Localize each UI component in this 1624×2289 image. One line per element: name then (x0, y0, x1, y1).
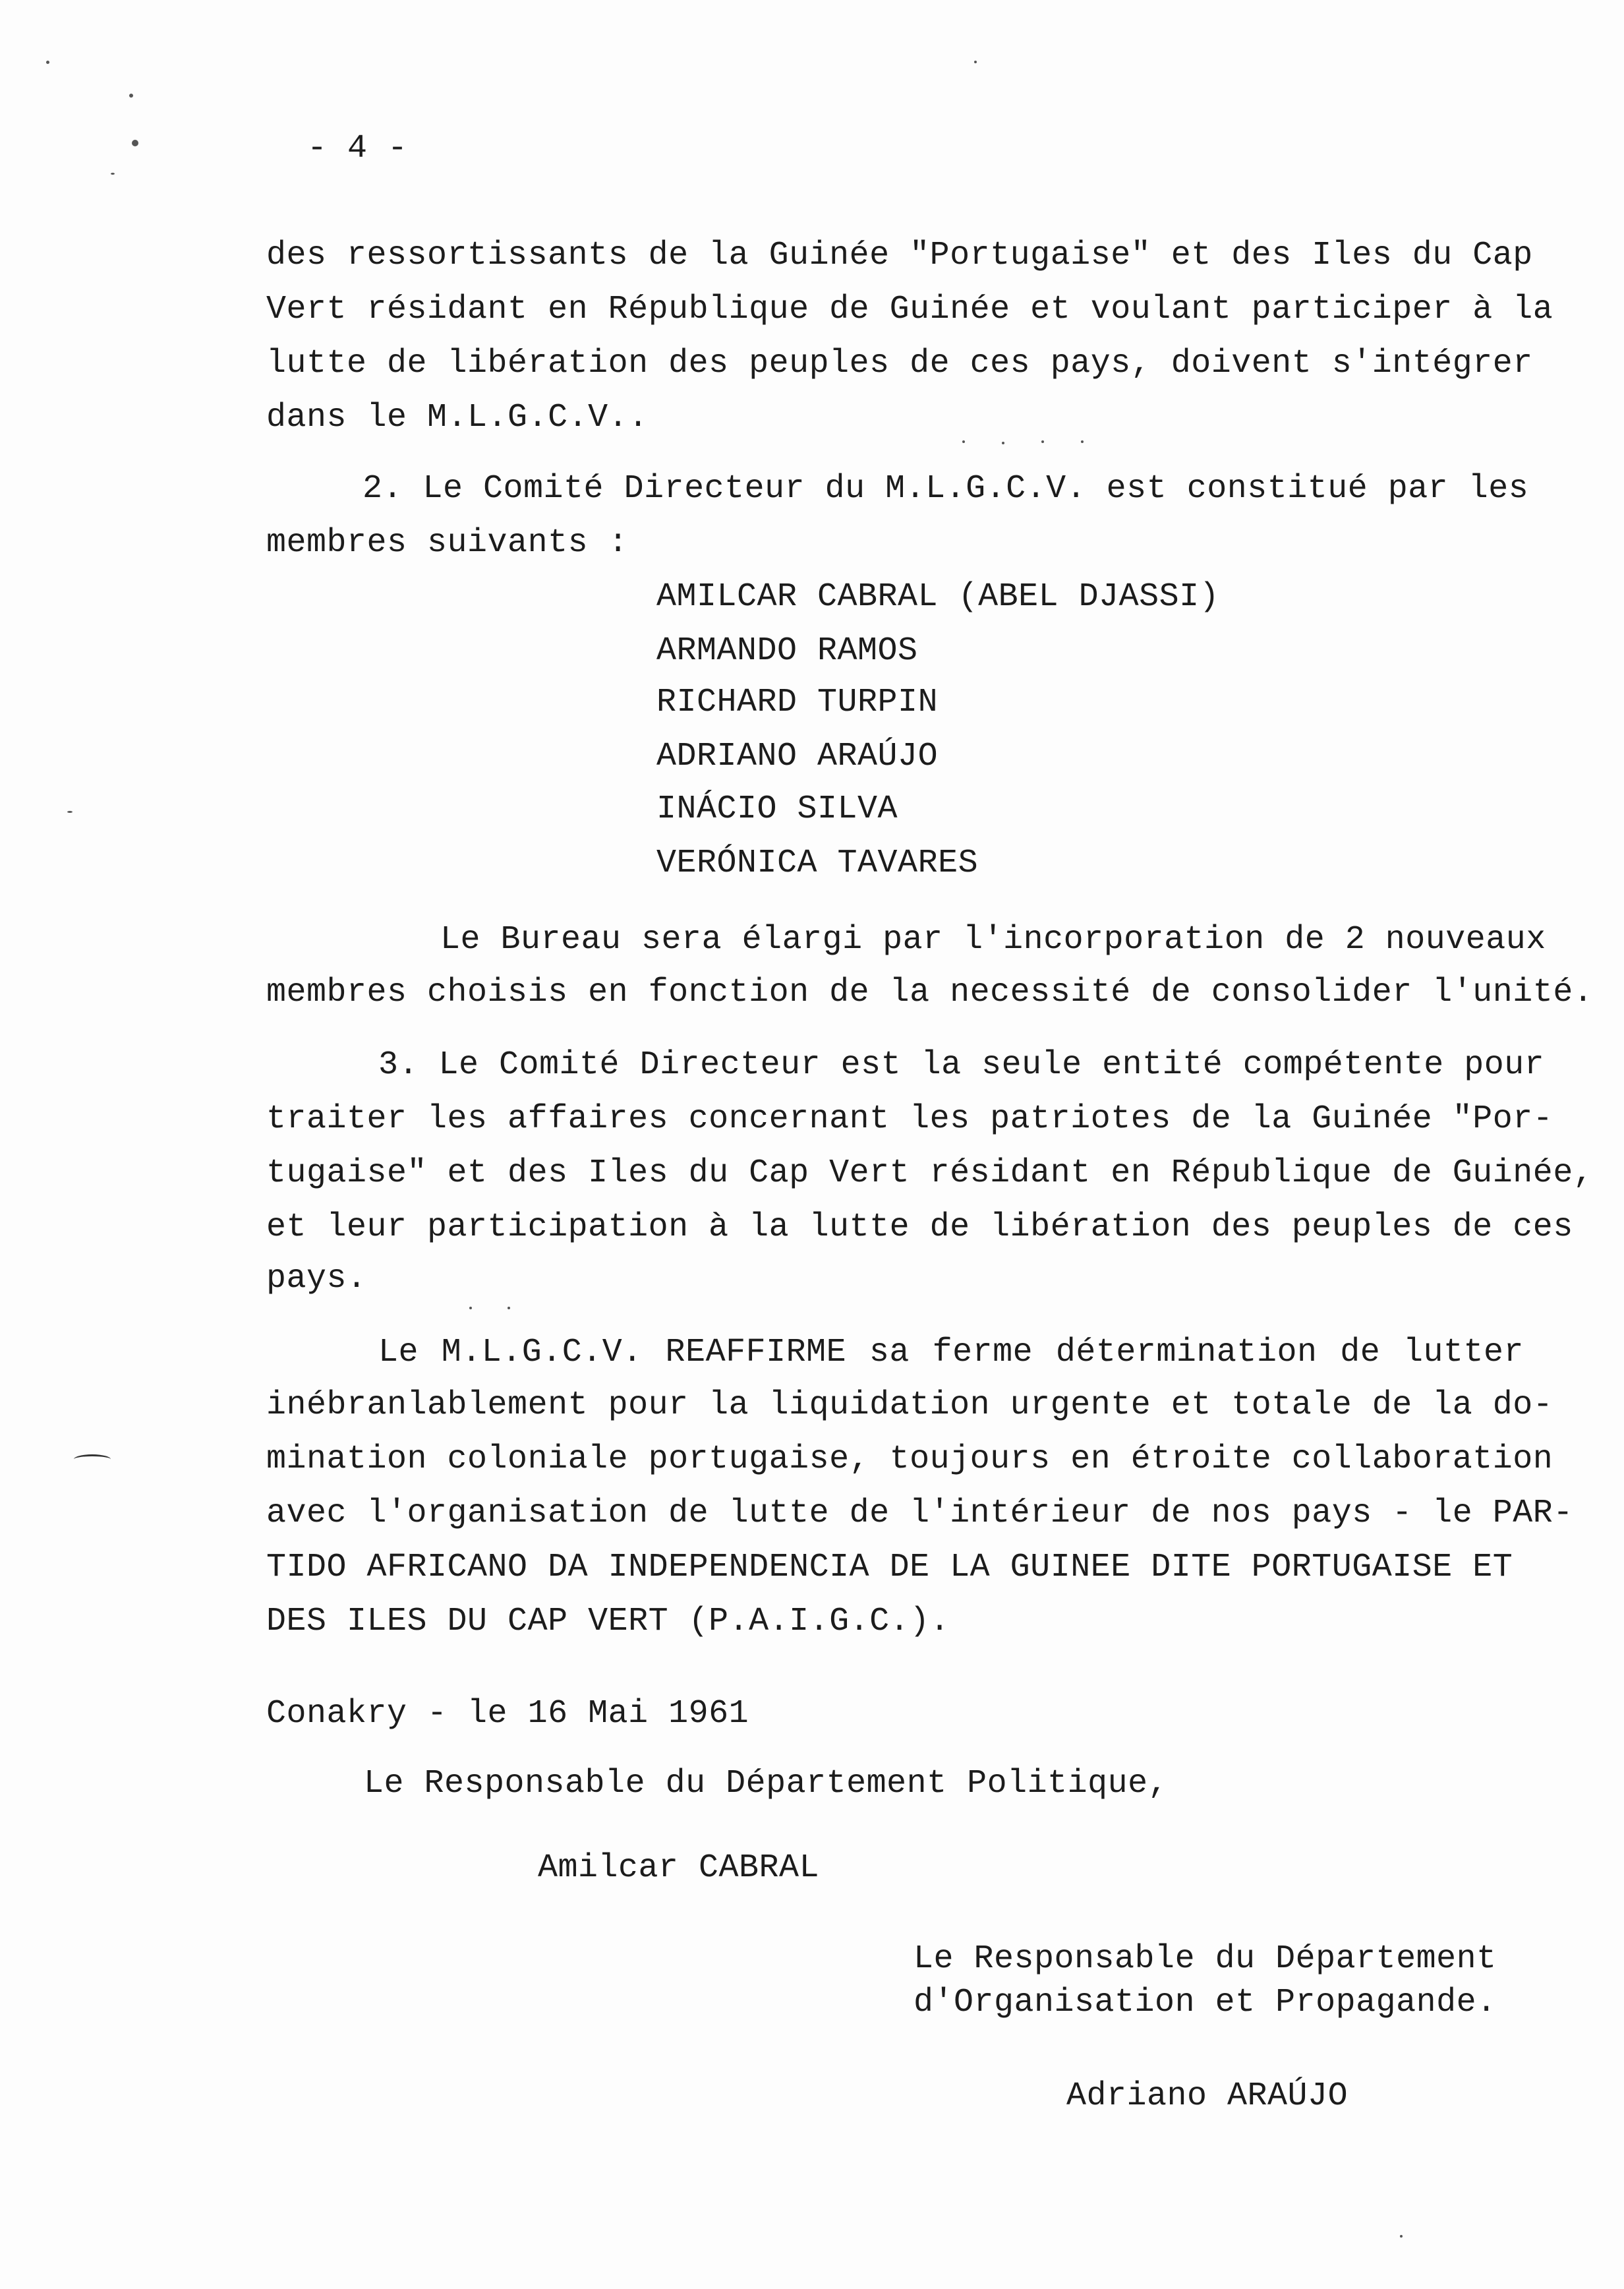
scan-speck (508, 1307, 510, 1309)
paragraph-1-line: dans le M.L.G.C.V.. (266, 399, 649, 436)
paragraph-5-line: mination coloniale portugaise, toujours en étroite collaboration (266, 1441, 1553, 1478)
paragraph-2-line: 2. Le Comité Directeur du M.L.G.C.V. est constitué par les (362, 470, 1529, 508)
paragraph-4-line: pays. (266, 1260, 367, 1297)
member-name: ARMANDO RAMOS (656, 632, 918, 670)
member-name: INÁCIO SILVA (656, 790, 898, 828)
paragraph-2-line: membres suivants : (266, 524, 629, 562)
signatory-1-name: Amilcar CABRAL (538, 1849, 820, 1887)
scan-speck (1400, 2235, 1403, 2238)
member-name: ADRIANO ARAÚJO (656, 738, 939, 775)
scan-speck (46, 61, 49, 64)
scan-mark (74, 1454, 111, 1464)
scan-speck (1081, 440, 1084, 443)
paragraph-5-line: avec l'organisation de lutte de l'intérieur de nos pays - le PAR- (266, 1495, 1573, 1532)
paragraph-4-line: 3. Le Comité Directeur est la seule entité compétente pour (378, 1046, 1545, 1084)
paragraph-1-line: Vert résidant en République de Guinée et voulant participer à la (266, 291, 1553, 328)
scan-speck (1002, 442, 1004, 444)
scan-speck (469, 1307, 472, 1309)
signatory-2-title: Le Responsable du Département (914, 1940, 1497, 1978)
paragraph-4-line: et leur participation à la lutte de libération des peuples de ces (266, 1208, 1573, 1246)
paragraph-4-line: tugaise" et des Iles du Cap Vert résidant en République de Guinée, (266, 1154, 1594, 1192)
paragraph-5-line: Le M.L.G.C.V. REAFFIRME sa ferme détermination de lutter (378, 1334, 1524, 1371)
scan-speck (974, 61, 977, 63)
signatory-1-title: Le Responsable du Département Politique, (364, 1765, 1169, 1802)
scan-speck (1041, 440, 1044, 443)
signatory-2-title: d'Organisation et Propagande. (914, 1984, 1497, 2021)
paragraph-1-line: lutte de libération des peuples de ces pays, doivent s'intégrer (266, 345, 1533, 382)
scan-speck (129, 94, 133, 98)
member-name: VERÓNICA TAVARES (656, 845, 979, 882)
paragraph-5-line: inébranlablement pour la liquidation urgente et totale de la do- (266, 1386, 1553, 1424)
place-date: Conakry - le 16 Mai 1961 (266, 1695, 749, 1733)
scan-speck (67, 811, 72, 813)
signatory-2-name: Adriano ARAÚJO (1066, 2077, 1348, 2115)
scan-speck (132, 140, 138, 146)
paragraph-5-line: TIDO AFRICANO DA INDEPENDENCIA DE LA GUINEE DITE PORTUGAISE ET (266, 1549, 1513, 1586)
paragraph-4-line: traiter les affaires concernant les patriotes de la Guinée "Por- (266, 1100, 1553, 1138)
member-name: RICHARD TURPIN (656, 684, 939, 721)
paragraph-3-line: Le Bureau sera élargi par l'incorporation de 2 nouveaux (440, 921, 1546, 959)
scan-speck (111, 173, 115, 175)
paragraph-5-line: DES ILES DU CAP VERT (P.A.I.G.C.). (266, 1603, 950, 1640)
paragraph-3-line: membres choisis en fonction de la necessité de consolider l'unité. (266, 974, 1594, 1011)
page-number: - 4 - (307, 130, 408, 167)
scan-speck (962, 440, 965, 443)
paragraph-1-line: des ressortissants de la Guinée "Portugaise" et des Iles du Cap (266, 237, 1533, 274)
member-name: AMILCAR CABRAL (ABEL DJASSI) (656, 578, 1220, 616)
